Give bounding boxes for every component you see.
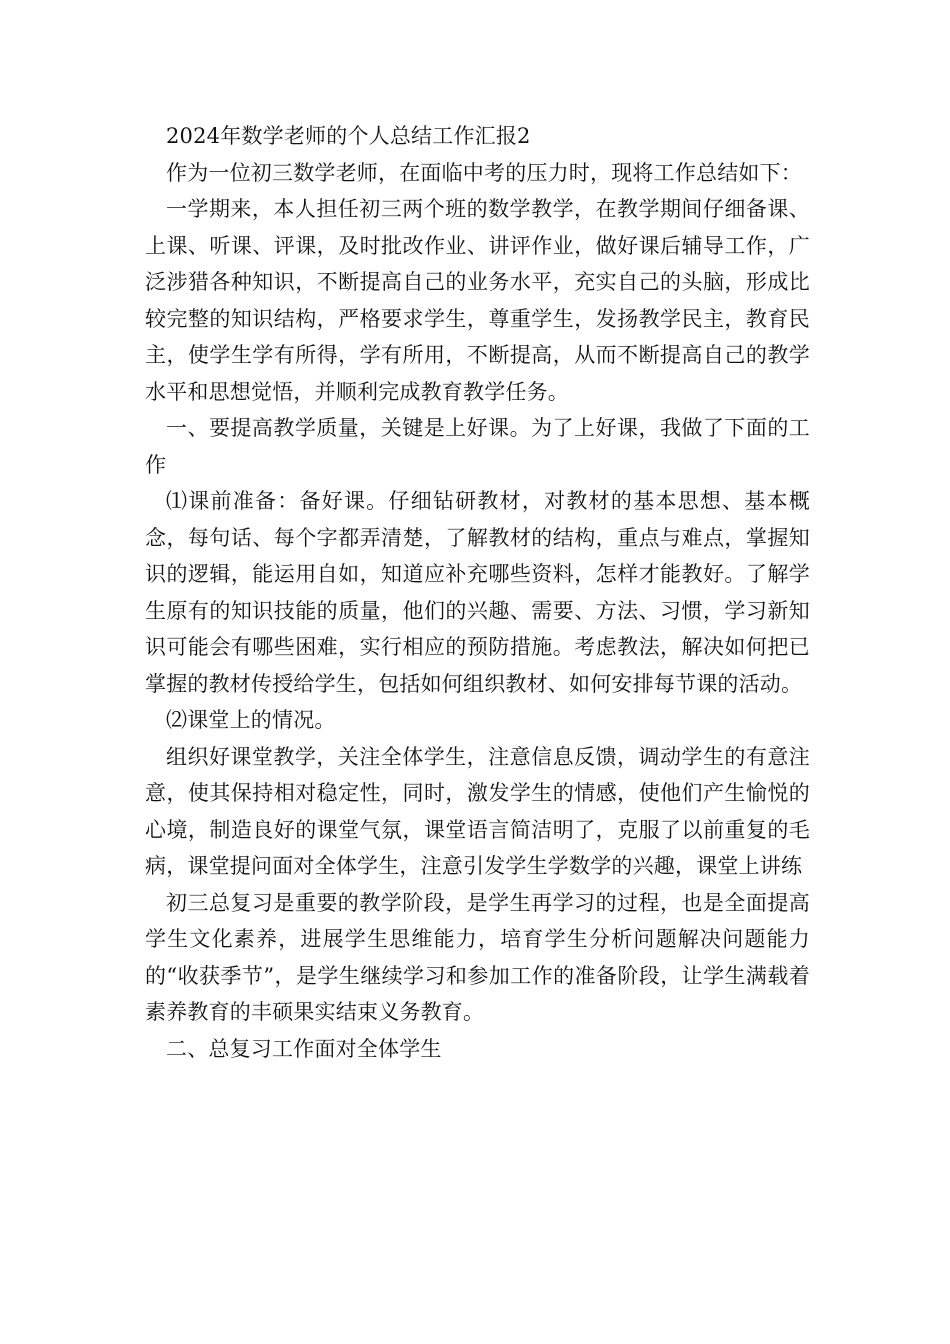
paragraph-intro: 作为一位初三数学老师，在面临中考的压力时，现将工作总结如下： <box>166 160 802 185</box>
document-page <box>145 118 810 1067</box>
paragraph-classroom-heading: ⑵课堂上的情况。 <box>166 708 336 732</box>
heading-section-two: 二、总复习工作面对全体学生 <box>166 1036 442 1061</box>
paragraph-classroom-organization: 组织好课堂教学，关注全体学生，注意信息反馈，调动学生的有意注意，使其保持相对稳定性，同时，激发学生的情感，使他们产生愉悦的心境，制造良好的课堂气氛，课堂语言简洁明了，克服了以前重复的毛病，课堂提问面对全体学生，注意引发学生学数学的兴趣，课堂上讲练 <box>145 744 810 878</box>
paragraph-review-stage: 初三总复习是重要的教学阶段，是学生再学习的过程，也是全面提高学生文化素养，进展学生思维能力，培育学生分析问题解决问题能力的“收获季节”，是学生继续学习和参加工作的准备阶段，让学生满载着素养教育的丰硕果实结束义务教育。 <box>145 890 810 1024</box>
document-title: 2024年数学老师的个人总结工作汇报2 <box>166 124 531 148</box>
heading-section-one: 一、要提高教学质量，关键是上好课。为了上好课，我做了下面的工作 <box>145 416 810 477</box>
paragraph-lesson-preparation: ⑴课前准备：备好课。仔细钻研教材，对教材的基本思想、基本概念，每句话、每个字都弄清楚，了解教材的结构，重点与难点，掌握知识的逻辑，能运用自如，知道应补充哪些资料，怎样才能教好。了解学生原有的知识技能的质量，他们的兴趣、需要、方法、习惯，学习新知识可能会有哪些困难，实行相应的预防措施。考虑教法，解决如何把已掌握的教材传授给学生，包括如何组织教材、如何安排每节课的活动。 <box>145 489 810 696</box>
paragraph-semester-summary: 一学期来，本人担任初三两个班的数学教学，在教学期间仔细备课、上课、听课、评课，及时批改作业、讲评作业，做好课后辅导工作，广泛涉猎各种知识，不断提高自己的业务水平，充实自己的头脑，形成比较完整的知识结构，严格要求学生，尊重学生，发扬教学民主，教育民主，使学生学有所得，学有所用，不断提高，从而不断提高自己的教学水平和思想觉悟，并顺利完成教育教学任务。 <box>145 197 810 404</box>
